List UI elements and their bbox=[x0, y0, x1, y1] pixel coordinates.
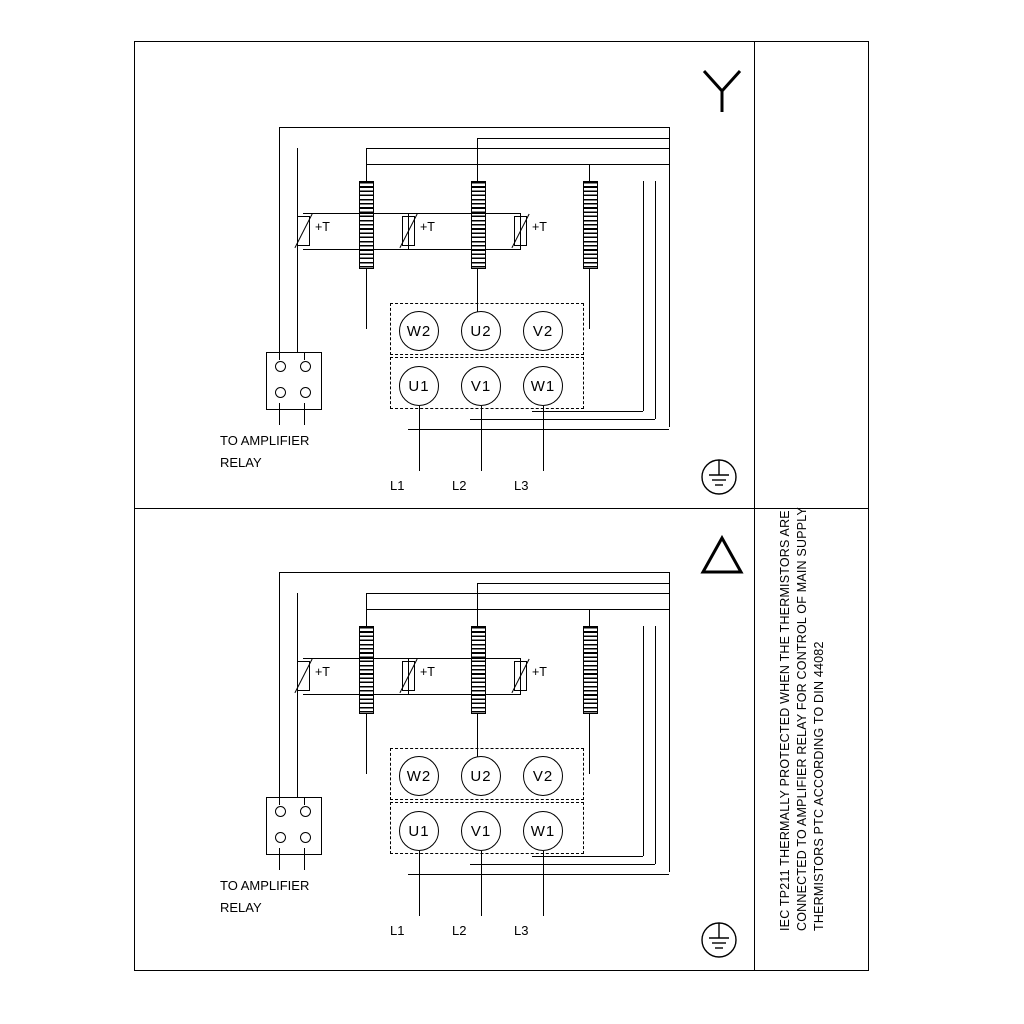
note-line-2: CONNECTED TO AMPLIFIER RELAY FOR CONTROL OF MAIN SUPPLY bbox=[795, 506, 809, 931]
wire-top-d bbox=[477, 138, 669, 139]
wire-conn-1 bbox=[279, 352, 280, 360]
wire-therm-link-4 bbox=[408, 694, 521, 695]
winding-coil-3 bbox=[583, 626, 598, 714]
wire-right-bus bbox=[669, 572, 670, 872]
line-label-l1: L1 bbox=[390, 923, 405, 938]
thermistor-3-label: +T bbox=[532, 220, 547, 234]
wire-therm-link-2 bbox=[408, 658, 521, 659]
line-label-l2: L2 bbox=[452, 923, 467, 938]
thermistor-3-label: +T bbox=[532, 665, 547, 679]
wire-right-bus bbox=[669, 127, 670, 427]
wire-therm-link-2 bbox=[408, 213, 521, 214]
wire-l1 bbox=[419, 406, 420, 471]
wire-return-v3 bbox=[643, 181, 644, 411]
wire-conn-2 bbox=[304, 352, 305, 360]
wire-top-a bbox=[279, 572, 669, 573]
wire-l2 bbox=[481, 406, 482, 471]
amplifier-label-line1: TO AMPLIFIER bbox=[220, 433, 310, 448]
wire-conn-3 bbox=[279, 848, 280, 870]
amplifier-connector bbox=[266, 797, 322, 855]
amplifier-label-line2: RELAY bbox=[220, 455, 262, 470]
wire-therm-v1 bbox=[408, 213, 409, 249]
panel-star bbox=[134, 41, 754, 508]
thermistor-2-label: +T bbox=[420, 665, 435, 679]
note-column bbox=[754, 41, 869, 971]
amplifier-label-line2: RELAY bbox=[220, 900, 262, 915]
wire-conn-4 bbox=[304, 403, 305, 425]
terminal-v1: V1 bbox=[461, 366, 501, 406]
note-line-1: IEC TP211 THERMALLY PROTECTED WHEN THE THERMISTORS ARE bbox=[778, 510, 792, 931]
wire-return-v2 bbox=[655, 181, 656, 419]
connector-dot-2 bbox=[300, 361, 311, 372]
wire-l3 bbox=[543, 851, 544, 916]
connector-dot-1 bbox=[275, 806, 286, 817]
panel-delta bbox=[134, 508, 754, 971]
wire-therm-v2 bbox=[520, 658, 521, 694]
wire-therm-link-4 bbox=[408, 249, 521, 250]
line-label-l1: L1 bbox=[390, 478, 405, 493]
winding-coil-1 bbox=[359, 181, 374, 269]
winding-coil-1 bbox=[359, 626, 374, 714]
wire-top-c bbox=[366, 609, 669, 610]
note-line-3: THERMISTORS PTC ACCORDING TO DIN 44082 bbox=[812, 641, 826, 931]
wire-return-2 bbox=[470, 864, 655, 865]
wire-return-v3 bbox=[643, 626, 644, 856]
wire-therm-link-3 bbox=[303, 694, 409, 695]
wire-return-3 bbox=[532, 411, 643, 412]
connector-dot-2 bbox=[300, 806, 311, 817]
thermistor-2-label: +T bbox=[420, 220, 435, 234]
amplifier-connector bbox=[266, 352, 322, 410]
amplifier-label-line1: TO AMPLIFIER bbox=[220, 878, 310, 893]
connector-dot-4 bbox=[300, 832, 311, 843]
wire-left-down-2 bbox=[297, 593, 298, 800]
connector-dot-3 bbox=[275, 387, 286, 398]
connector-dot-4 bbox=[300, 387, 311, 398]
delta-symbol bbox=[699, 532, 745, 578]
wye-symbol bbox=[699, 67, 745, 113]
terminal-v2: V2 bbox=[523, 756, 563, 796]
wire-top-c bbox=[366, 164, 669, 165]
wire-return-1 bbox=[408, 429, 669, 430]
winding-coil-2 bbox=[471, 181, 486, 269]
earth-symbol bbox=[697, 455, 741, 499]
wire-therm-v1 bbox=[408, 658, 409, 694]
wire-l3 bbox=[543, 406, 544, 471]
wire-coil3-bottom bbox=[589, 714, 590, 774]
line-label-l3: L3 bbox=[514, 478, 529, 493]
wire-top-b bbox=[366, 593, 669, 594]
wire-conn-4 bbox=[304, 848, 305, 870]
connector-dot-1 bbox=[275, 361, 286, 372]
wire-top-a bbox=[279, 127, 669, 128]
wire-coil1-bottom bbox=[366, 269, 367, 329]
wire-conn-1 bbox=[279, 797, 280, 805]
connector-dot-3 bbox=[275, 832, 286, 843]
wire-return-v2 bbox=[655, 626, 656, 864]
terminal-u1: U1 bbox=[399, 811, 439, 851]
wire-left-down-1 bbox=[279, 127, 280, 355]
wire-left-down-2 bbox=[297, 148, 298, 355]
terminal-u2: U2 bbox=[461, 756, 501, 796]
wire-therm-link-3 bbox=[303, 249, 409, 250]
earth-symbol bbox=[697, 918, 741, 962]
terminal-u1: U1 bbox=[399, 366, 439, 406]
wire-therm-link-1 bbox=[303, 658, 409, 659]
wire-left-down-1 bbox=[279, 572, 280, 800]
wire-coil3-bottom bbox=[589, 269, 590, 329]
terminal-w1: W1 bbox=[523, 366, 563, 406]
terminal-w2: W2 bbox=[399, 756, 439, 796]
wire-conn-2 bbox=[304, 797, 305, 805]
wire-top-d bbox=[477, 583, 669, 584]
winding-coil-3 bbox=[583, 181, 598, 269]
thermistor-1-label: +T bbox=[315, 665, 330, 679]
wire-therm-link-1 bbox=[303, 213, 409, 214]
terminal-v1: V1 bbox=[461, 811, 501, 851]
wire-return-1 bbox=[408, 874, 669, 875]
winding-coil-2 bbox=[471, 626, 486, 714]
terminal-u2: U2 bbox=[461, 311, 501, 351]
terminal-w1: W1 bbox=[523, 811, 563, 851]
wire-return-3 bbox=[532, 856, 643, 857]
wire-therm-v2 bbox=[520, 213, 521, 249]
line-label-l3: L3 bbox=[514, 923, 529, 938]
wire-top-b bbox=[366, 148, 669, 149]
wire-l1 bbox=[419, 851, 420, 916]
terminal-v2: V2 bbox=[523, 311, 563, 351]
wire-l2 bbox=[481, 851, 482, 916]
terminal-w2: W2 bbox=[399, 311, 439, 351]
thermistor-1-label: +T bbox=[315, 220, 330, 234]
wire-return-2 bbox=[470, 419, 655, 420]
wire-coil1-bottom bbox=[366, 714, 367, 774]
line-label-l2: L2 bbox=[452, 478, 467, 493]
wire-conn-3 bbox=[279, 403, 280, 425]
